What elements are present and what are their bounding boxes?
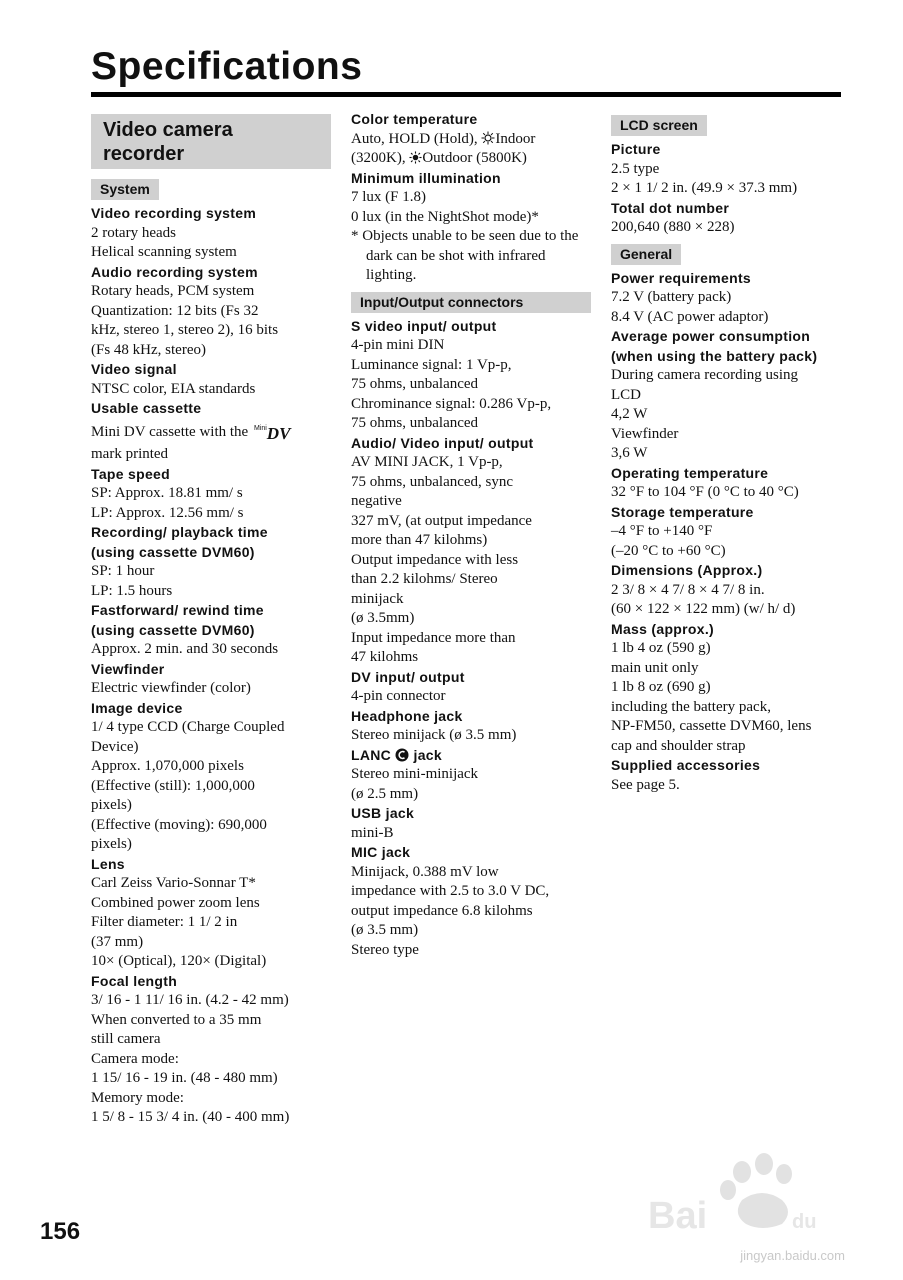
- spec-storage-temperature: [611, 503, 846, 562]
- spec-value: (37 mm): [91, 933, 144, 950]
- spec-value: LP: 1.5 hours: [91, 582, 173, 599]
- column-color-and-io: [351, 110, 591, 960]
- spec-value: When converted to a 35 mm: [91, 1011, 262, 1028]
- spec-value: 1/ 4 type CCD (Charge Coupled: [91, 719, 285, 735]
- spec-label: Audio recording system: [91, 263, 258, 280]
- spec-video-signal: [91, 360, 331, 399]
- spec-value: output impedance 6.8 kilohms: [351, 902, 533, 919]
- spec-value: [91, 419, 331, 446]
- spec-image-device: [91, 699, 331, 855]
- spec-lens: [91, 855, 331, 972]
- spec-color-temperature: [351, 110, 591, 169]
- spec-value: (60 × 122 × 122 mm) (w/ h/ d): [611, 601, 796, 617]
- spec-total-dot-number: [611, 199, 846, 238]
- spec-focal-length: [91, 972, 331, 1128]
- spec-value: (Effective (still): 1,000,000: [91, 777, 255, 794]
- spec-label: Usable cassette: [91, 400, 202, 416]
- spec-label: S video input/ output: [351, 317, 497, 334]
- spec-value: than 2.2 kilohms/ Stereo: [351, 571, 498, 587]
- spec-value: Chrominance signal: 0.286 Vp-p,: [351, 395, 552, 412]
- spec-label: Audio/ Video input/ output: [351, 434, 534, 451]
- spec-label: MIC jack: [351, 844, 411, 860]
- spec-value: 7 lux (F 1.8): [351, 189, 426, 205]
- spec-dv-io: [351, 668, 591, 707]
- spec-value: Quantization: 12 bits (Fs 32: [91, 302, 259, 319]
- spec-value: 7.2 V (battery pack): [611, 289, 732, 305]
- spec-value: Electric viewfinder (color): [91, 680, 251, 696]
- spec-value: (Effective (moving): 690,000: [91, 816, 267, 833]
- spec-label: Recording/ playback time: [91, 524, 268, 540]
- spec-value: (ø 3.5mm): [351, 610, 415, 626]
- spec-label: Video recording system: [91, 205, 257, 221]
- spec-value: Combined power zoom lens: [91, 894, 260, 911]
- spec-value: Stereo minijack (ø 3.5 mm): [351, 727, 517, 743]
- spec-value: more than 47 kilohms): [351, 532, 488, 548]
- spec-value: 75 ohms, unbalanced: [351, 415, 479, 431]
- spec-picture: [611, 140, 846, 199]
- spec-s-video: [351, 317, 591, 434]
- svg-text:du: du: [792, 1211, 817, 1233]
- spec-value: NTSC color, EIA standards: [91, 380, 256, 397]
- spec-value: 2.5 type: [611, 160, 660, 177]
- outdoor-sun-icon: [409, 151, 422, 164]
- section-label-io-connectors: Input/Output connectors: [351, 292, 591, 313]
- mini-dv-logo-mini: Mini: [253, 424, 267, 432]
- spec-value: 32 °F to 104 °F (0 °C to 40 °C): [611, 484, 799, 500]
- spec-label: (using cassette DVM60): [91, 543, 255, 560]
- spec-label: Total dot number: [611, 199, 730, 216]
- spec-value: 1 15/ 16 - 19 in. (48 - 480 mm): [91, 1070, 278, 1086]
- spec-label: Color temperature: [351, 111, 478, 127]
- spec-audio-video-io: [351, 434, 591, 668]
- spec-value: 3,6 W: [611, 445, 648, 461]
- spec-video-recording-system: [91, 204, 331, 263]
- spec-label: Image device: [91, 699, 183, 716]
- mini-dv-logo-dv: DV: [266, 423, 291, 443]
- spec-value: kHz, stereo 1, stereo 2), 16 bits: [91, 322, 279, 338]
- title-rule: [91, 92, 841, 97]
- spec-label: Picture: [611, 141, 661, 157]
- column-video-camera: [91, 110, 331, 1128]
- spec-value: 2 rotary heads: [91, 224, 176, 241]
- spec-recording-playback-time: [91, 523, 331, 601]
- cassette-text: Mini DV cassette with the: [91, 423, 249, 440]
- spec-value: pixels): [91, 836, 132, 852]
- spec-value: 75 ohms, unbalanced: [351, 376, 479, 392]
- spec-value: Memory mode:: [91, 1089, 184, 1106]
- spec-value: 3/ 16 - 1 11/ 16 in. (4.2 - 42 mm): [91, 992, 289, 1008]
- spec-value: Device): [91, 738, 139, 755]
- spec-value: 200,640 (880 × 228): [611, 219, 735, 235]
- section-label-system: System: [91, 179, 159, 200]
- spec-label: Mass (approx.): [611, 620, 714, 637]
- spec-value: Carl Zeiss Vario-Sonnar T*: [91, 875, 256, 891]
- spec-value: Stereo mini-minijack: [351, 766, 479, 782]
- spec-value: pixels): [91, 797, 132, 813]
- spec-mass: [611, 620, 846, 757]
- spec-value: Camera mode:: [91, 1050, 179, 1067]
- spec-value: See page 5.: [611, 776, 680, 793]
- spec-value: minijack: [351, 590, 404, 607]
- spec-operating-temperature: [611, 464, 846, 503]
- column-lcd-and-general: [611, 110, 846, 795]
- spec-label: (using cassette DVM60): [91, 621, 255, 638]
- spec-value: negative: [351, 493, 402, 509]
- spec-value: impedance with 2.5 to 3.0 V DC,: [351, 883, 550, 899]
- spec-value: mark printed: [91, 446, 169, 462]
- spec-viewfinder: [91, 660, 331, 699]
- spec-label: Viewfinder: [91, 660, 165, 677]
- spec-value: [351, 130, 591, 150]
- spec-value: Input impedance more than: [351, 629, 516, 646]
- watermark-url: jingyan.baidu.com: [740, 1248, 845, 1263]
- spec-value: (Fs 48 kHz, stereo): [91, 341, 206, 358]
- spec-average-power: [611, 327, 846, 464]
- spec-label: Storage temperature: [611, 503, 754, 520]
- spec-value: 1 lb 4 oz (590 g): [611, 640, 711, 656]
- spec-audio-recording-system: [91, 263, 331, 361]
- spec-value: During camera recording using: [611, 367, 799, 383]
- spec-value: Helical scanning system: [91, 244, 237, 260]
- spec-label: Average power consumption: [611, 328, 811, 344]
- spec-power-requirements: [611, 269, 846, 328]
- spec-label: USB jack: [351, 805, 415, 821]
- spec-value: AV MINI JACK, 1 Vp-p,: [351, 454, 503, 470]
- color-temp-text: Outdoor (5800K): [422, 150, 527, 166]
- spec-label: Headphone jack: [351, 707, 463, 724]
- spec-supplied-accessories: [611, 756, 846, 795]
- spec-label: Focal length: [91, 972, 178, 989]
- spec-label: Operating temperature: [611, 464, 769, 481]
- spec-label: Power requirements: [611, 269, 751, 286]
- lanc-label-text: jack: [413, 746, 442, 763]
- spec-ff-rewind-time: [91, 601, 331, 660]
- spec-value: NP-FM50, cassette DVM60, lens: [611, 718, 812, 734]
- spec-value: Output impedance with less: [351, 551, 519, 568]
- spec-value: 1 lb 8 oz (690 g): [611, 679, 711, 695]
- spec-value: Luminance signal: 1 Vp-p,: [351, 356, 512, 373]
- spec-value: 4-pin connector: [351, 688, 446, 704]
- spec-value: 10× (Optical), 120× (Digital): [91, 953, 267, 969]
- spec-value: LCD: [611, 386, 641, 403]
- spec-value: SP: 1 hour: [91, 563, 155, 579]
- lanc-icon: [395, 748, 409, 762]
- spec-label: [351, 746, 591, 766]
- color-temp-text: Auto, HOLD (Hold),: [351, 130, 482, 147]
- spec-label: Dimensions (Approx.): [611, 562, 763, 578]
- spec-dimensions: [611, 561, 846, 620]
- section-heading-video-camera: Video camera recorder: [91, 114, 331, 169]
- mini-dv-logo-icon: [254, 419, 290, 446]
- spec-value: 0 lux (in the NightShot mode)*: [351, 208, 539, 225]
- baidu-paw-watermark-icon: [642, 1150, 852, 1260]
- spec-label: Lens: [91, 855, 125, 872]
- spec-value: Minijack, 0.388 mV low: [351, 863, 499, 880]
- spec-value: Approx. 1,070,000 pixels: [91, 758, 244, 774]
- spec-value: Viewfinder: [611, 425, 679, 442]
- spec-value: 75 ohms, unbalanced, sync: [351, 473, 514, 490]
- color-temp-text: (3200K),: [351, 150, 410, 166]
- color-temp-text: Indoor: [495, 130, 536, 147]
- spec-mic-jack: [351, 843, 591, 960]
- spec-label: Minimum illumination: [351, 169, 501, 186]
- svg-text:Bai: Bai: [648, 1195, 708, 1237]
- spec-value: 47 kilohms: [351, 649, 419, 665]
- spec-value: Stereo type: [351, 941, 419, 958]
- spec-value: 4,2 W: [611, 406, 648, 422]
- spec-value: 4-pin mini DIN: [351, 337, 445, 353]
- page-number: 156: [40, 1218, 81, 1245]
- spec-value: (ø 3.5 mm): [351, 922, 419, 938]
- lanc-label-text: LANC: [351, 746, 392, 763]
- spec-label: Video signal: [91, 361, 177, 377]
- section-label-general: General: [611, 244, 681, 265]
- spec-headphone-jack: [351, 707, 591, 746]
- spec-footnote: * Objects unable to be seen due to the dark can be shot with infrared lighting.: [351, 228, 579, 283]
- spec-usable-cassette: [91, 399, 331, 465]
- spec-value: 327 mV, (at output impedance: [351, 512, 532, 529]
- spec-lanc-jack: [351, 746, 591, 805]
- spec-value: Rotary heads, PCM system: [91, 283, 255, 299]
- spec-value: cap and shoulder strap: [611, 737, 746, 754]
- spec-label: DV input/ output: [351, 668, 465, 685]
- spec-value: still camera: [91, 1031, 161, 1047]
- page-title: Specifications: [91, 45, 363, 88]
- spec-value: –4 °F to +140 °F: [611, 523, 713, 539]
- spec-value: Filter diameter: 1 1/ 2 in: [91, 914, 238, 930]
- spec-value: SP: Approx. 18.81 mm/ s: [91, 485, 243, 501]
- spec-label: Fastforward/ rewind time: [91, 602, 264, 618]
- spec-label: Supplied accessories: [611, 757, 761, 773]
- spec-value: LP: Approx. 12.56 mm/ s: [91, 504, 244, 521]
- spec-value: 8.4 V (AC power adaptor): [611, 308, 769, 325]
- spec-value: 1 5/ 8 - 15 3/ 4 in. (40 - 400 mm): [91, 1109, 290, 1125]
- spec-value: 2 3/ 8 × 4 7/ 8 × 4 7/ 8 in.: [611, 581, 765, 598]
- indoor-light-icon: [481, 131, 495, 145]
- spec-label: Tape speed: [91, 465, 170, 482]
- spec-value: mini-B: [351, 824, 394, 841]
- spec-usb-jack: [351, 804, 591, 843]
- spec-tape-speed: [91, 465, 331, 524]
- spec-value: 2 × 1 1/ 2 in. (49.9 × 37.3 mm): [611, 180, 798, 196]
- spec-value: (–20 °C to +60 °C): [611, 542, 726, 559]
- spec-value: (ø 2.5 mm): [351, 785, 419, 802]
- spec-value: main unit only: [611, 659, 699, 676]
- spec-value: Approx. 2 min. and 30 seconds: [91, 641, 279, 657]
- spec-value: [351, 149, 591, 169]
- spec-minimum-illumination: [351, 169, 591, 286]
- spec-label: (when using the battery pack): [611, 347, 818, 364]
- section-label-lcd-screen: LCD screen: [611, 115, 707, 136]
- spec-value: including the battery pack,: [611, 698, 771, 715]
